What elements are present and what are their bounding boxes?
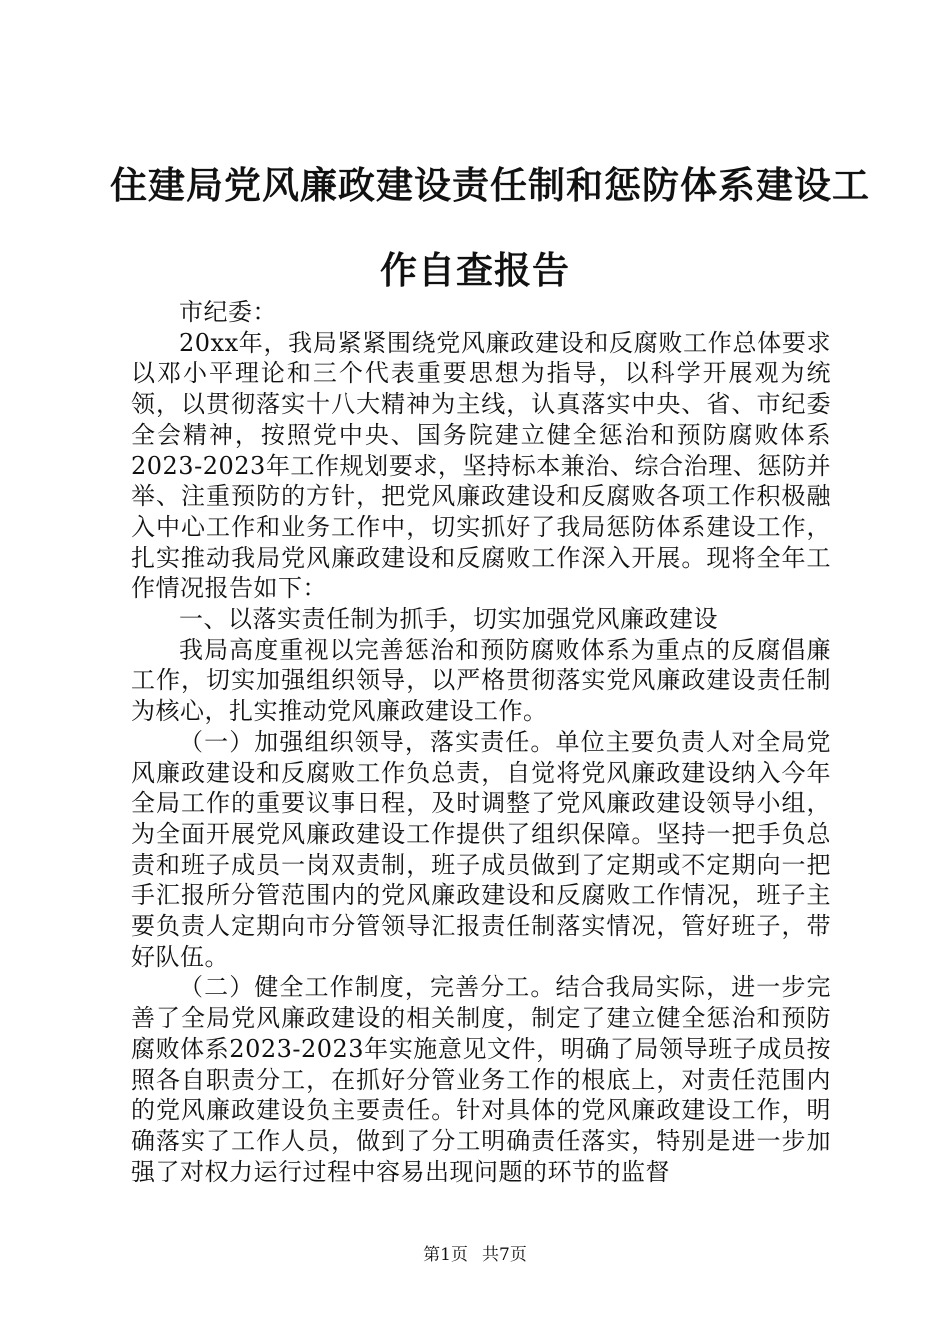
document-title-line-2: 作自查报告 [380, 248, 570, 292]
paragraph-section-1: 我局高度重视以完善惩治和预防腐败体系为重点的反腐倡廉工作，切实加强组织领导，以严格贯彻落实党风廉政建设责任制为核心，扎实推动党风廉政建设工作。 [131, 635, 831, 726]
document-title-line-1: 住建局党风廉政建设责任制和惩防体系建设工 [110, 163, 870, 207]
document-body [131, 297, 831, 1187]
paragraph-intro: 20xx年，我局紧紧围绕党风廉政建设和反腐败工作总体要求以邓小平理论和三个代表重要思想为指导，以科学开展观为统领，以贯彻落实十八大精神为主线，认真落实中央、省、市纪委全会精神，按照党中央、国务院建立健全惩治和预防腐败体系2023-2023年工作规划要求，坚持标本兼治、综合治理、惩防并举、注重预防的方针，把党风廉政建设和反腐败各项工作积极融入中心工作和业务工作中，切实抓好了我局惩防体系建设工作，扎实推动我局党风廉政建设和反腐败工作深入开展。现将全年工作情况报告如下： [131, 328, 831, 603]
section-heading-1: 一、以落实责任制为抓手，切实加强党风廉政建设 [179, 605, 718, 634]
page-footer [0, 1244, 950, 1266]
addressee: 市纪委： [179, 298, 277, 326]
paragraph-subsection-1: （一）加强组织领导，落实责任。单位主要负责人对全局党风廉政建设和反腐败工作负总责，自觉将党风廉政建设纳入今年全局工作的重要议事日程，及时调整了党风廉政建设领导小组，为全面开展党风廉政建设工作提供了组织保障。坚持一把手负总责和班子成员一岗双责制，班子成员做到了定期或不定期向一把手汇报所分管范围内的党风廉政建设和反腐败工作情况，班子主要负责人定期向市分管领导汇报责任制落实情况，管好班子，带好队伍。 [131, 727, 831, 971]
paragraph-subsection-2: （二）健全工作制度，完善分工。结合我局实际，进一步完善了全局党风廉政建设的相关制度，制定了建立健全惩治和预防腐败体系2023-2023年实施意见文件，明确了局领导班子成员按照各自职责分工，在抓好分管业务工作的根底上，对责任范围内的党风廉政建设负主要责任。针对具体的党风廉政建设工作，明确落实了工作人员，做到了分工明确责任落实，特别是进一步加强了对权力运行过程中容易出现问题的环节的监督 [131, 973, 831, 1186]
page-total: 共7页 [482, 1245, 527, 1265]
page-number: 第1页 [423, 1245, 468, 1265]
